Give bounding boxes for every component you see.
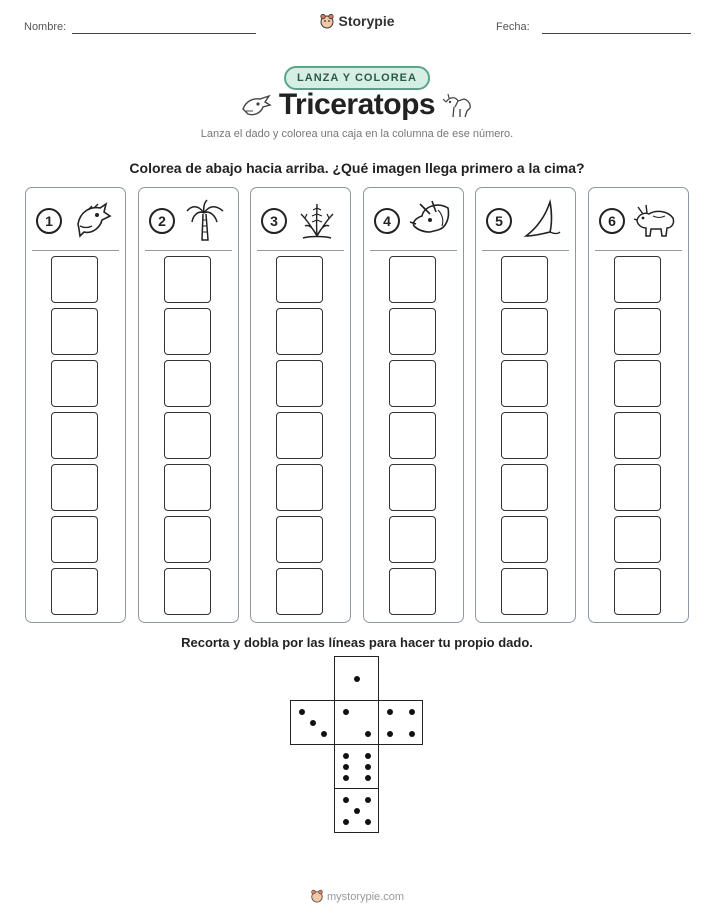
color-box[interactable] (164, 308, 211, 355)
color-box[interactable] (614, 412, 661, 459)
die-face-three (290, 700, 335, 745)
die-face-two (334, 700, 379, 745)
fern-icon (295, 198, 339, 242)
color-box[interactable] (51, 516, 98, 563)
name-line[interactable] (72, 33, 256, 34)
color-box[interactable] (389, 412, 436, 459)
die-pip (365, 775, 371, 781)
brand-logo (0, 13, 714, 29)
die-pip (321, 731, 327, 737)
column-divider (482, 250, 569, 251)
color-box[interactable] (276, 464, 323, 511)
color-box[interactable] (276, 568, 323, 615)
color-box[interactable] (614, 464, 661, 511)
die-face-six (334, 744, 379, 789)
color-box[interactable] (51, 308, 98, 355)
color-box[interactable] (164, 516, 211, 563)
die-pip (343, 753, 349, 759)
color-box[interactable] (501, 360, 548, 407)
color-box[interactable] (389, 568, 436, 615)
column-number: 3 (261, 208, 287, 234)
column-2 (138, 187, 239, 623)
dino-head-icon (70, 198, 114, 242)
column-divider (32, 250, 119, 251)
die-face-five (334, 788, 379, 833)
page-title: Triceratops (278, 88, 436, 121)
color-box[interactable] (51, 256, 98, 303)
color-box[interactable] (276, 256, 323, 303)
color-box[interactable] (501, 568, 548, 615)
page-subtitle: Lanza el dado y colorea una caja en la columna de ese número. (200, 128, 514, 140)
color-box[interactable] (389, 360, 436, 407)
color-box[interactable] (164, 412, 211, 459)
column-number: 4 (374, 208, 400, 234)
die-pip (343, 764, 349, 770)
triceratops-head-icon (408, 198, 452, 242)
column-4 (363, 187, 464, 623)
color-box[interactable] (501, 464, 548, 511)
die-pip (387, 709, 393, 715)
die-pip (409, 731, 415, 737)
die-pip (365, 731, 371, 737)
column-6 (588, 187, 689, 623)
color-box[interactable] (614, 308, 661, 355)
footer-url[interactable]: mystorypie.com (326, 891, 405, 903)
color-box[interactable] (614, 516, 661, 563)
triceratops-skeleton-icon (442, 93, 474, 119)
instruction-heading: Colorea de abajo hacia arriba. ¿Qué imagen llega primero a la cima? (129, 160, 585, 176)
color-box[interactable] (389, 308, 436, 355)
color-box[interactable] (276, 360, 323, 407)
color-box[interactable] (164, 360, 211, 407)
color-box[interactable] (51, 568, 98, 615)
storypie-logo-icon (319, 13, 335, 29)
date-line[interactable] (542, 33, 691, 34)
column-1 (25, 187, 126, 623)
color-box[interactable] (276, 516, 323, 563)
column-5 (475, 187, 576, 623)
activity-badge: LANZA Y COLOREA (284, 66, 430, 90)
color-box[interactable] (614, 360, 661, 407)
column-divider (370, 250, 457, 251)
color-box[interactable] (614, 256, 661, 303)
die-pip (354, 808, 360, 814)
die-pip (343, 797, 349, 803)
footer (0, 889, 714, 903)
horn-icon (520, 198, 564, 242)
color-box[interactable] (276, 412, 323, 459)
color-box[interactable] (164, 256, 211, 303)
color-box[interactable] (164, 464, 211, 511)
color-box[interactable] (389, 464, 436, 511)
die-pip (354, 676, 360, 682)
color-box[interactable] (164, 568, 211, 615)
die-pip (343, 819, 349, 825)
die-pip (365, 764, 371, 770)
dino-skull-icon (240, 93, 272, 119)
die-pip (343, 709, 349, 715)
color-box[interactable] (501, 308, 548, 355)
column-divider (595, 250, 682, 251)
dice-instruction: Recorta y dobla por las líneas para hacer tu propio dado. (181, 635, 533, 650)
color-box[interactable] (51, 464, 98, 511)
die-pip (365, 797, 371, 803)
triceratops-icon (633, 198, 677, 242)
die-face-four (378, 700, 423, 745)
column-number: 6 (599, 208, 625, 234)
storypie-logo-icon (310, 889, 324, 903)
die-pip (365, 819, 371, 825)
column-number: 2 (149, 208, 175, 234)
color-box[interactable] (389, 516, 436, 563)
column-divider (145, 250, 232, 251)
date-label: Fecha: (496, 21, 530, 33)
color-box[interactable] (51, 360, 98, 407)
color-box[interactable] (614, 568, 661, 615)
color-box[interactable] (276, 308, 323, 355)
color-box[interactable] (501, 516, 548, 563)
color-box[interactable] (501, 412, 548, 459)
die-pip (409, 709, 415, 715)
die-pip (343, 775, 349, 781)
column-divider (257, 250, 344, 251)
die-pip (387, 731, 393, 737)
column-3 (250, 187, 351, 623)
die-pip (365, 753, 371, 759)
brand-name: Storypie (338, 13, 395, 29)
die-pip (310, 720, 316, 726)
column-number: 1 (36, 208, 62, 234)
color-box[interactable] (51, 412, 98, 459)
color-box[interactable] (389, 256, 436, 303)
name-label: Nombre: (24, 21, 67, 33)
column-number: 5 (486, 208, 512, 234)
color-box[interactable] (501, 256, 548, 303)
palm-tree-icon (183, 198, 227, 242)
die-face-one (334, 656, 379, 701)
die-pip (299, 709, 305, 715)
